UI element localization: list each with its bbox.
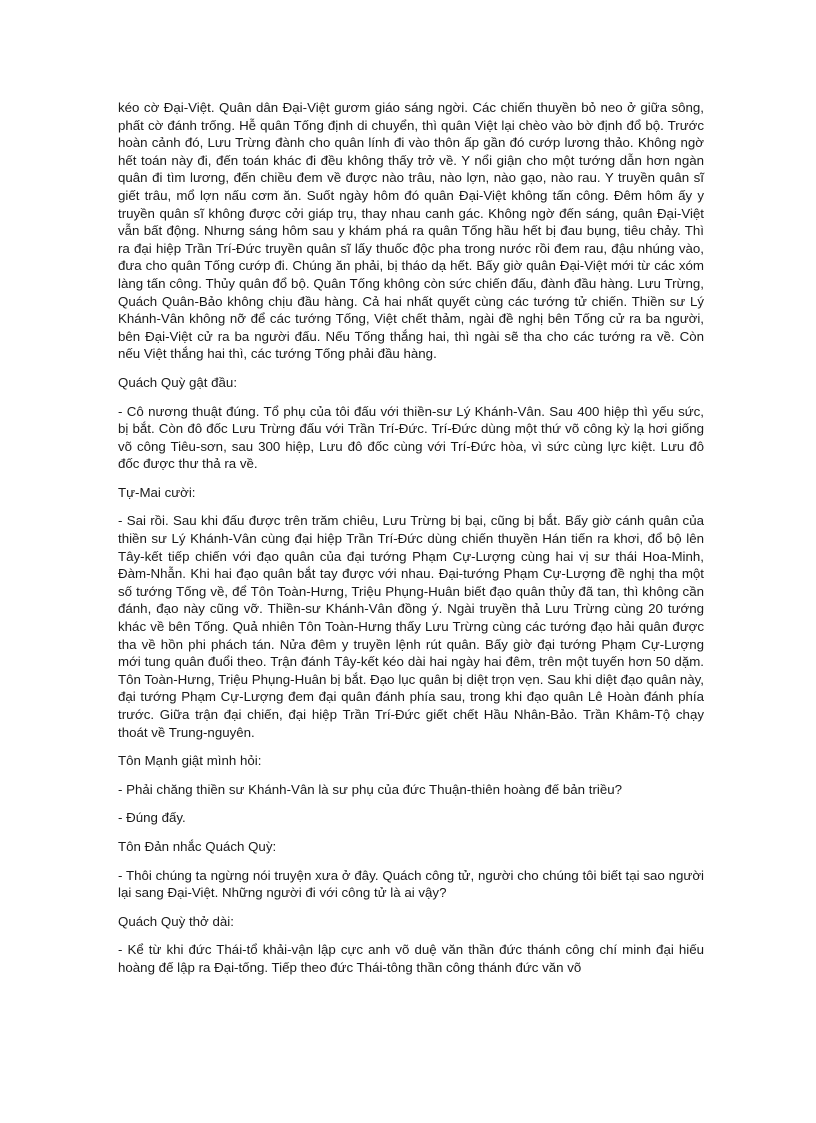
paragraph-dialogue: - Cô nương thuật đúng. Tổ phụ của tôi đấu với thiền-sư Lý Khánh-Vân. Sau 400 hiệp thì yếu sức, bị bắt. Còn đô đốc Lưu Trừng đấu với Trần Trí-Đức. Trí-Đức dùng một thứ võ công kỳ lạ hơi giống võ công Tiêu-sơn, sau 300 hiệp, Lưu đô đốc cùng với Trí-Đức hòa, vì sức cùng lực kiệt. Lưu đô đốc được thư thả ra về. [118, 403, 704, 472]
document-page [118, 99, 704, 988]
paragraph-narration: kéo cờ Đại-Việt. Quân dân Đại-Việt gươm giáo sáng ngời. Các chiến thuyền bỏ neo ở giữa sông, phất cờ đánh trống. Hễ quân Tống định di chuyển, thì quân Việt lại chèo vào bờ định đổ bộ. Trước hoàn cảnh đó, Lưu Trừng đành cho quân lính đi vào thôn ấp gần đó cướp lương thảo. Không ngờ hết toán này đi, đến toán khác đi đều không thấy trở về. Y nổi giận cho một tướng dẫn hơn ngàn quân đi tìm lương, đến chiều đem về được nào trâu, nào lợn, nào gạo, nào rau. Y truyền quân sĩ giết trâu, mổ lợn nấu cơm ăn. Suốt ngày hôm đó quân Đại-Việt không tấn công. Đêm hôm ấy y truyền quân sĩ không được cởi giáp trụ, thay nhau canh gác. Không ngờ đến sáng, quân Đại-Việt vẫn bất động. Nhưng sáng hôm sau y khám phá ra quân Tống hầu hết bị đau bụng, tiêu chảy. Thì ra đại hiệp Trần Trí-Đức truyền quân sĩ lấy thuốc độc pha trong nước rồi đem rau, đậu nhúng vào, đưa cho quân Tống cướp đi. Chúng ăn phải, bị tháo dạ hết. Bấy giờ quân Đại-Việt mới từ các xóm làng tấn công. Thủy quân đổ bộ. Quân Tống không còn sức chiến đấu, đành đầu hàng. Lưu Trừng, Quách Quân-Bảo không chịu đầu hàng. Cả hai nhất quyết cùng các tướng tử chiến. Thiền sư Lý Khánh-Vân không nỡ để các tướng Tống, Việt chết thảm, ngài đề nghị bên Tống cử ra ba người, bên Đại-Việt cử ra ba người đấu. Nếu Tống thắng hai, thì ngài sẽ tha cho các tướng ra về. Còn nếu Việt thắng hai thì, các tướng Tống phải đầu hàng. [118, 100, 704, 362]
paragraph-dialogue: - Sai rồi. Sau khi đấu được trên trăm chiêu, Lưu Trừng bị bại, cũng bị bắt. Bấy giờ cánh quân của thiền sư Lý Khánh-Vân cùng đại hiệp Trần Trí-Đức dùng chiến thuyền Hán tiến ra khơi, đổ bộ lên Tây-kết tiếp chiến với đạo quân của đại tướng Phạm Cự-Lượng cùng hai vị sư thái Hoa-Minh, Đàm-Nhẫn. Khi hai đạo quân bắt tay được với nhau. Đại-tướng Phạm Cự-Lượng đề nghị tha một số tướng Tống về, để Tôn Toàn-Hưng, Triệu Phụng-Huân biết đạo quân thủy đã tan, thì không cần đánh, đạo này cũng vỡ. Thiền-sư Khánh-Vân đồng ý. Ngài truyền thả Lưu Trừng cùng 20 tướng khác về bên Tống. Quả nhiên Tôn Toàn-Hưng thấy Lưu Trừng cùng các tướng đạo hải quân được tha về hồn phi phách tán. Nửa đêm y truyền lệnh rút quân. Bấy giờ đại tướng Phạm Cự-Lượng mới tung quân đuổi theo. Trận đánh Tây-kết kéo dài hai ngày hai đêm, trên một tuyến hơn 50 dặm. Tôn Toàn-Hưng, Triệu Phụng-Huân bị bắt. Đạo lục quân bị diệt trọn vẹn. Sau khi diệt đạo quân này, đại tướng Phạm Cự-Lượng đem đại quân đánh phía sau, trong khi đạo quân Lê Hoàn đánh phía trước. Giữa trận đại chiến, đại hiệp Trần Trí-Đức giết chết Hầu Nhân-Bảo. Trần Khâm-Tộ chạy thoát về Trung-nguyên. [118, 513, 704, 740]
paragraph-speaker-tu-mai: Tự-Mai cười: [118, 484, 196, 500]
paragraph-speaker-ton-manh: Tôn Mạnh giật mình hỏi: [118, 753, 262, 769]
paragraph-speaker-ton-dan: Tôn Đản nhắc Quách Quỳ: [118, 838, 277, 854]
paragraph-dialogue: - Kể từ khi đức Thái-tổ khải-vận lập cực anh võ duệ văn thần đức thánh công chí minh đại hiếu hoàng đế lập ra Đại-tống. Tiếp theo đức Thái-tông thần công thánh đức văn võ [118, 942, 704, 975]
paragraph-speaker-quach-quy: Quách Quỳ thở dài: [118, 913, 234, 929]
paragraph-speaker-quach-quy: Quách Quỳ gật đầu: [118, 374, 238, 390]
paragraph-dialogue: - Phải chăng thiền sư Khánh-Vân là sư phụ của đức Thuận-thiên hoàng đế bản triều? [118, 781, 623, 797]
paragraph-dialogue: - Thôi chúng ta ngừng nói truyện xưa ở đây. Quách công tử, người cho chúng tôi biết tại sao người lại sang Đại-Việt. Những người đi với công tử là ai vậy? [118, 867, 704, 901]
paragraph-dialogue: - Đúng đấy. [118, 810, 186, 826]
